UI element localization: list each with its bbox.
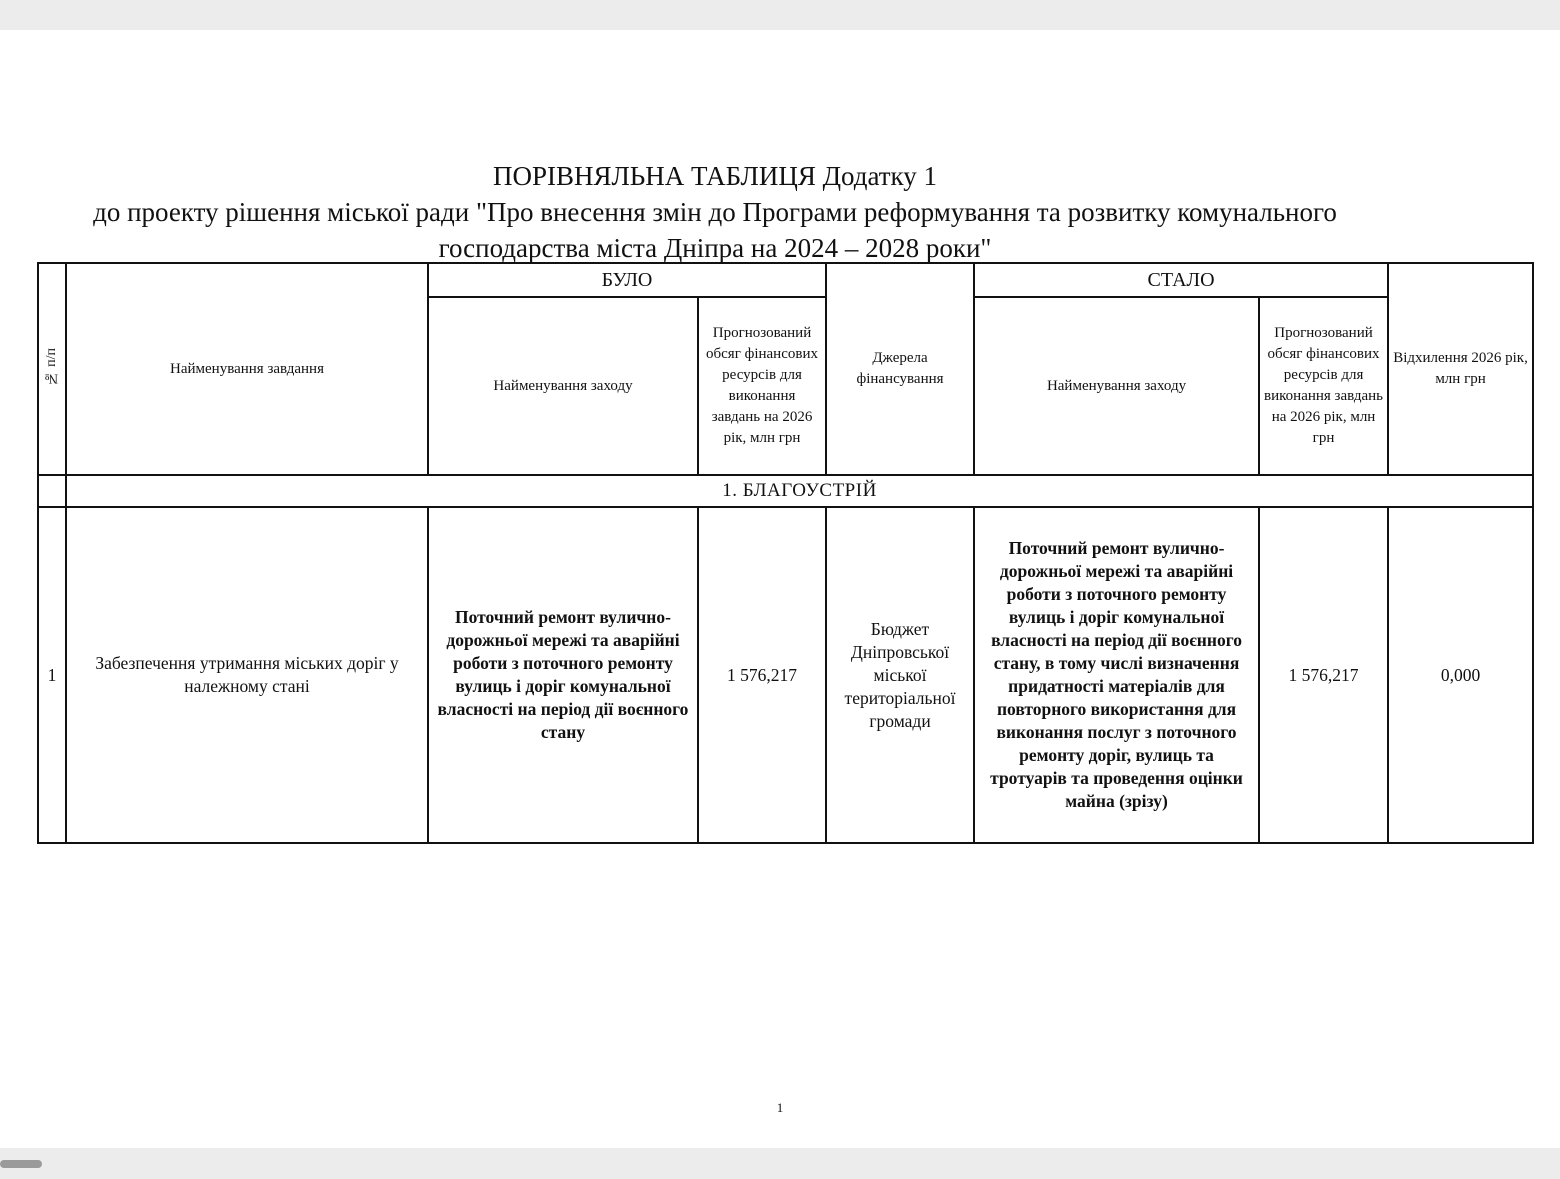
row-stalo-amount: 1 576,217	[1259, 507, 1388, 843]
section-num-cell	[38, 475, 66, 507]
page-number: 1	[776, 1100, 784, 1115]
header-stalo-amount: Прогнозований обсяг фінансових ресурсів для виконання завдань на 2026 рік, млн грн	[1259, 297, 1388, 475]
horizontal-scrollbar-thumb[interactable]	[0, 1160, 42, 1168]
row-stalo-measure: Поточний ремонт вулично-дорожньої мережі та аварійні роботи з поточного ремонту вулиць і доріг комунальної власності на період дії воєнного стану, в тому числі визначення придатності матеріалів для повторного використання для виконання послуг з поточного ремонту доріг, вулиць та тротуарів та проведення оцінки майна (зрізу)	[974, 507, 1259, 843]
header-stalo-measure: Найменування заходу	[974, 297, 1259, 475]
row-task-name: Забезпечення утримання міських доріг у належному стані	[66, 507, 428, 843]
header-sources: Джерела фінансування	[826, 263, 974, 475]
table-row	[38, 507, 1533, 843]
header-num: № п/п	[44, 347, 59, 386]
header-row-groups	[38, 263, 1533, 297]
row-num: 1	[38, 507, 66, 843]
section-row	[38, 475, 1533, 507]
comparison-table	[37, 262, 1534, 844]
row-bulo-measure: Поточний ремонт вулично-дорожньої мережі та аварійні роботи з поточного ремонту вулиць і доріг комунальної власності на період дії воєнного стану	[428, 507, 698, 843]
title-line-3: господарства міста Дніпра на 2024 – 2028 роки"	[438, 233, 992, 263]
title-line-2: до проекту рішення міської ради "Про внесення змін до Програми реформування та розвитку комунального	[93, 197, 1337, 227]
header-num-cell	[38, 263, 66, 475]
row-deviation: 0,000	[1388, 507, 1533, 843]
header-task-name: Найменування завдання	[66, 263, 428, 475]
header-stalo: СТАЛО	[974, 263, 1388, 297]
header-bulo-measure: Найменування заходу	[428, 297, 698, 475]
header-deviation: Відхилення 2026 рік, млн грн	[1388, 263, 1533, 475]
document-page	[0, 30, 1560, 1148]
document-title	[0, 158, 1430, 266]
header-bulo-amount: Прогнозований обсяг фінансових ресурсів для виконання завдань на 2026 рік, млн грн	[698, 297, 826, 475]
row-bulo-amount: 1 576,217	[698, 507, 826, 843]
title-line-1: ПОРІВНЯЛЬНА ТАБЛИЦЯ Додатку 1	[492, 161, 938, 191]
row-sources: Бюджет Дніпровської міської територіальної громади	[826, 507, 974, 843]
section-title: 1. БЛАГОУСТРІЙ	[66, 475, 1533, 507]
header-bulo: БУЛО	[428, 263, 826, 297]
